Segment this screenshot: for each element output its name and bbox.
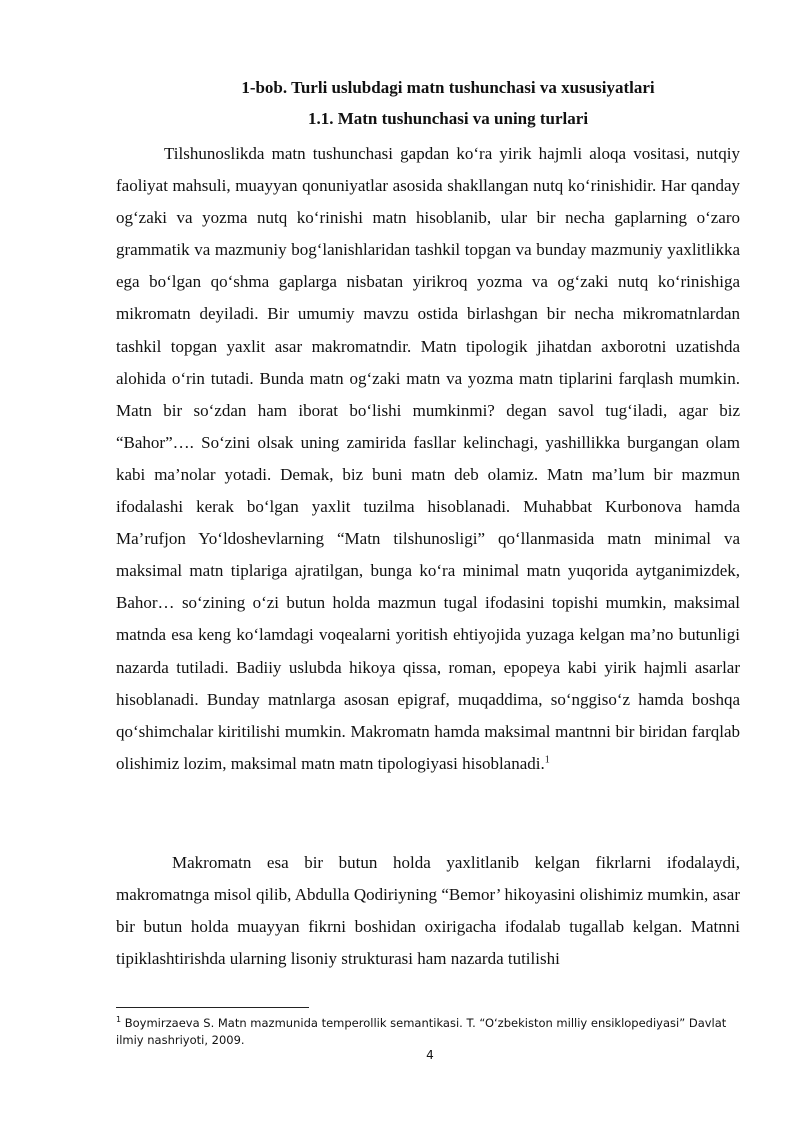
footnote-number: 1 <box>116 1015 122 1025</box>
chapter-title: 1-bob. Turli uslubdagi matn tushunchasi va xususiyatlari <box>241 78 655 97</box>
paragraph-1-content: Tilshunoslikda matn tushunchasi gapdan ko‘ra yirik hajmli aloqa vositasi, nutqiy faoliyat mahsuli, muayyan qonuniyatlar asosida shakllangan nutq ko‘rinishidir. Har qanday og‘zaki va yozma nutq ko‘rinishi matn hisoblanib, ular bir necha gaplarning o‘zaro grammatik va mazmuniy bog‘lanishlaridan tashkil topgan va bunday mazmuniy yaxlitlikka ega bo‘lgan qo‘shma gaplarga nisbatan yirikroq yozma va og‘zaki nutq ko‘rinishiga mikromatn deyiladi. Bir umumiy mavzu ostida birlashgan bir necha mikromatnlardan tashkil topgan yaxlit asar makromatndir. Matn tipologik jihatdan axborotni uzatishda alohida o‘rin tutadi. Bunda matn og‘zaki matn va yozma matn tiplarini farqlash mumkin. Matn bir so‘zdan ham iborat bo‘lishi mumkinmi? degan savol tug‘iladi, agar biz “Bahor”…. So‘zini olsak uning zamirida fasllar kelinchagi, yashillikka burgangan olam kabi ma’nolar yotadi. Demak, biz buni matn deb olamiz. Matn ma’lum bir mazmun ifodalashi kerak bo‘lgan yaxlit tuzilma hisoblanadi. Muhabbat Kurbonova hamda Ma’rufjon Yo‘ldoshevlarning “Matn tilshunosligi” qo‘llanmasida matn minimal va maksimal matn tiplariga ajratilgan, bunga ko‘ra minimal matn yuqorida aytganimizdek, Bahor… so‘zining o‘zi butun holda mazmun tugal ifodasini topishi mumkin, maksimal matnda esa keng ko‘lamdagi voqealarni yoritish ehtiyojida yuzaga kelgan ma’no butunligi nazarda tutiladi. Badiiy uslubda hikoya qissa, roman, epopeya kabi yirik hajmli asarlar hisoblanadi. Bunday matnlarga asosan epigraf, muqaddima, so‘nggiso‘z hamda boshqa qo‘shimchalar kiritilishi mumkin. Makromatn hamda maksimal mantnni bir biridan farqlab olishimiz lozim, maksimal matn matn tipologiyasi hisoblanadi. <box>116 144 740 773</box>
page-number: 4 <box>426 1048 434 1062</box>
paragraph-2 <box>116 847 740 975</box>
footnote-text: Boymirzaeva S. Matn mazmunida temperollik semantikasi. T. “O‘zbekiston milliy ensiklopediyasi” Davlat ilmiy nashriyoti, 2009. <box>116 1016 727 1047</box>
footnote-reference[interactable]: 1 <box>544 754 550 766</box>
footnote <box>116 1015 740 1049</box>
footnote-separator <box>116 1007 309 1008</box>
paragraph-2-text: Makromatn esa bir butun holda yaxlitlanib kelgan fikrlarni ifodalaydi, makromatnga misol qilib, Abdulla Qodiriyning “Bemor’ hikoyasini olishimiz mumkin, asar bir butun holda muayyan fikrni boshidan oxirigacha ifodalab tugallab kelgan. Matnni tipiklashtirishda ularning lisoniy strukturasi ham nazarda tutilishi <box>116 853 740 969</box>
section-title: 1.1. Matn tushunchasi va uning turlari <box>307 109 589 128</box>
paragraph-1 <box>116 138 740 780</box>
paragraph-1-text <box>116 138 740 780</box>
